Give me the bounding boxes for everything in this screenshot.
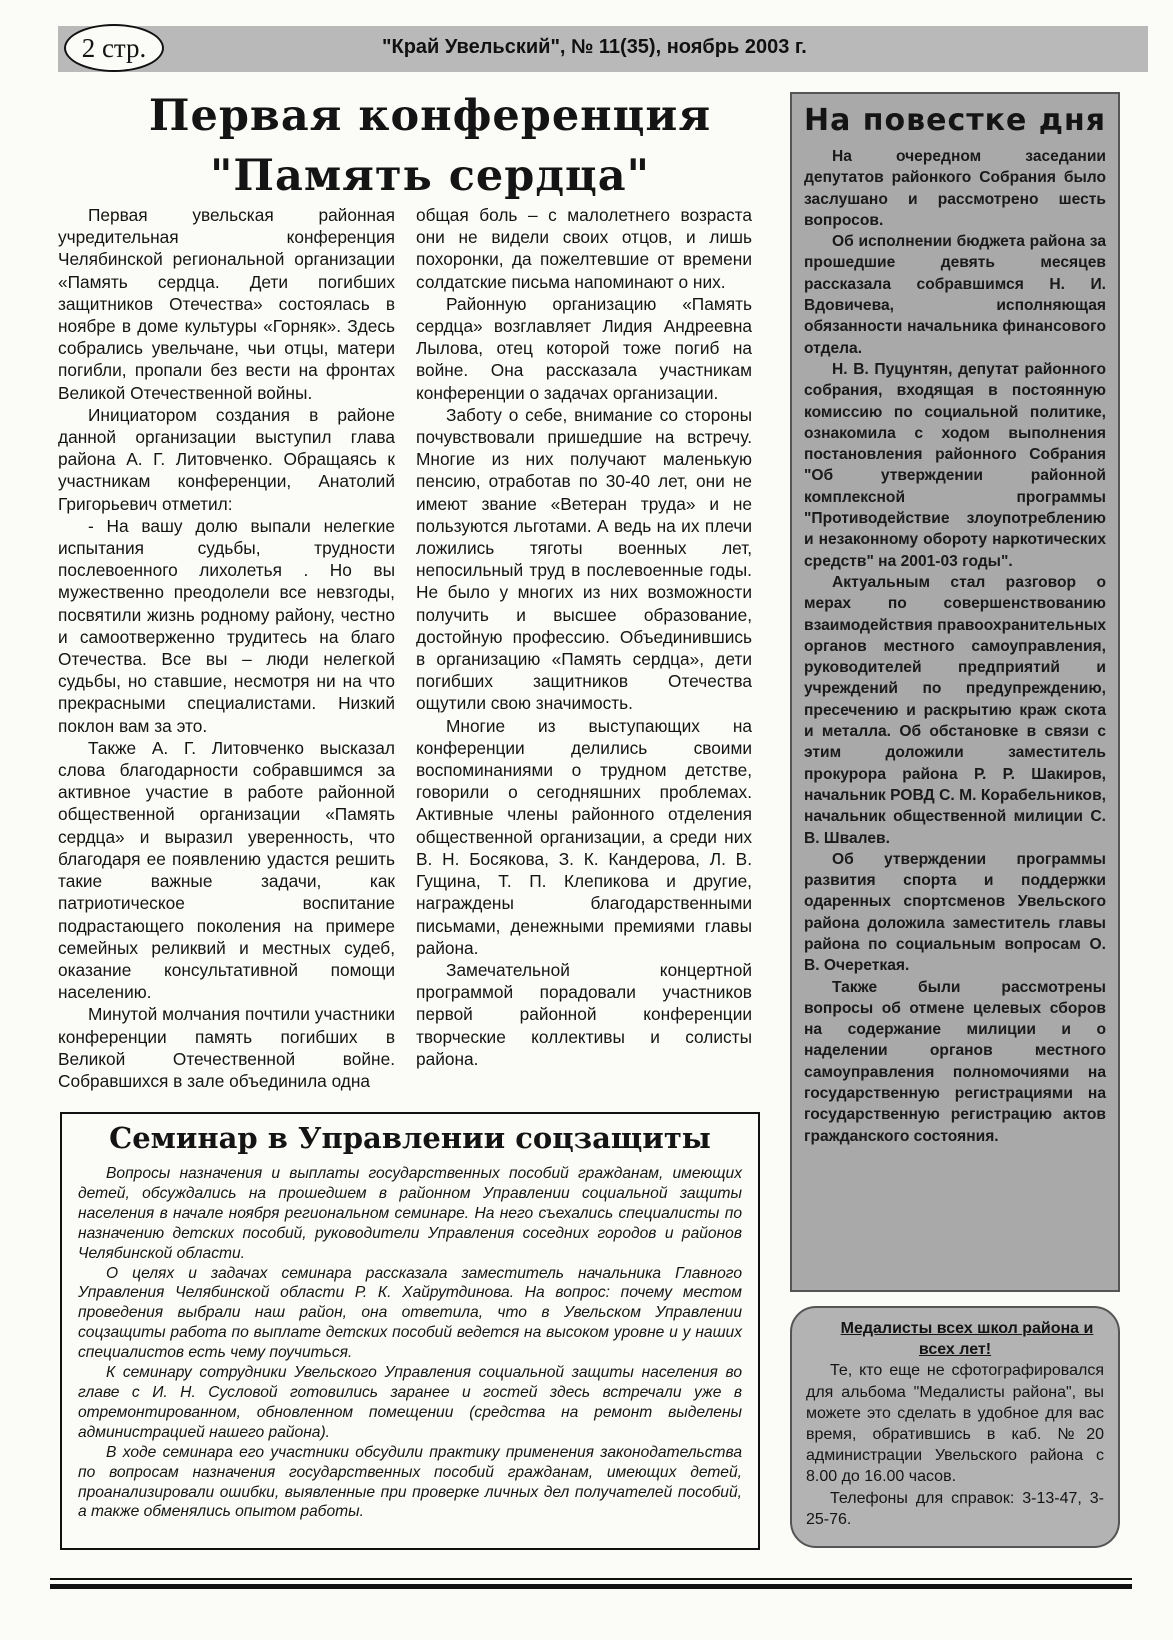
agenda-paragraph: Актуальным стал разговор о мерах по совершенствованию взаимодействия правоохранительных органов местного самоуправления, руководителей предприятий и учреждений по предупреждению, пресечению и раскрытию краж скота и металла. Об обстановке в связи с этим доложили заместитель прокурора района Р. Р. Шакиров, начальник РОВД С. М. Корабельников, начальник общественной милиции С. В. Швалев.	[804, 573, 1106, 847]
article-title-line-2: "Память сердца"	[209, 151, 651, 201]
article-paragraph: Минутой молчания почтили участники конференции память погибших в Великой Отечественной войне. Собравшихся в зале объединила одна	[58, 1004, 395, 1091]
article-title	[90, 86, 770, 206]
agenda-sidebar	[790, 92, 1120, 1292]
article-paragraph: Многие из выступающих на конференции делились своими воспоминаниями о трудном детстве, говорили о сегодняшних проблемах. Активные члены районного отделения общественной организации, а среди них В. Н. Босякова, З. К. Кандерова, Л. В. Гущина, Т. П. Клепикова и другие, награждены благодарственными письмами, денежными премиями главы района.	[416, 715, 752, 958]
agenda-paragraph: Об исполнении бюджета района за прошедшие девять месяцев рассказала собравшимся Н. И. Вдовичева, исполняющая обязанности начальника финансового отдела.	[804, 233, 1106, 357]
seminar-title: Семинар в Управлении соцзащиты	[109, 1121, 711, 1155]
article-paragraph: Также А. Г. Литовченко высказал слова благодарности собравшимся за активное участие в работе районной общественной организации «Память сердца» и выразил уверенность, что благодаря ее появлению удастся решить такие важные задачи, как патриотическое воспитание подрастающего поколения на примере семейных реликвий и местных судеб, оказание консультативной помощи населению.	[58, 737, 395, 1003]
page-number: 2 стр.	[64, 24, 164, 72]
notice-paragraph: Те, кто еще не сфотографировался для альбома "Медалисты района", вы можете это сделать в удобное для вас время, обратившись в каб. №20 администрации Увельского района с 8.00 до 16.00 часов.	[806, 1362, 1104, 1486]
notice-title: Медалисты всех школ района и всех лет!	[840, 1320, 1094, 1359]
article-column-1	[58, 204, 395, 1092]
notice-phones: Телефоны для справок: 3-13-47, 3-25-76.	[806, 1489, 1104, 1528]
agenda-paragraph: Также были рассмотрены вопросы об отмене целевых сборов на содержание милиции и о наделении органов местного самоуправления полномочиями на государственную регистрациями на государственную регистрацию актов гражданского состояния.	[804, 978, 1106, 1145]
masthead: "Край Увельский", № 11(35), ноябрь 2003 г.	[382, 36, 807, 58]
article-column-2	[416, 204, 752, 1070]
article-paragraph: общая боль – с малолетнего возраста они не видели своих отцов, и лишь похоронки, да пожелтевшие от времени солдатские письма напоминают о них.	[416, 205, 752, 292]
footer-rule-thick	[50, 1584, 1132, 1589]
article-paragraph: Заботу о себе, внимание со стороны почувствовали пришедшие на встречу. Многие из них получают маленькую пенсию, отработав по 30-40 лет, они не имеют звание «Ветеран труда» и не пользуются льготами. А ведь на их плечи ложились тяготы военных лет, непосильный труд в послевоенные годы. Не было у многих из них возможности получить и высшее образование, достойную профессию. Объединившись в организацию «Память сердца», дети погибших защитников Отечества ощутили свою значимость.	[416, 404, 752, 714]
seminar-paragraph: В ходе семинара его участники обсудили практику применения законодательства по вопросам назначения государственных пособий гражданам, имеющих детей, проанализировали ошибки, выявленные при проверке личных дел получателей пособий, а также обменялись опытом работы.	[78, 1443, 742, 1521]
article-title-line-1: Первая конференция	[148, 91, 712, 141]
seminar-paragraph: Вопросы назначения и выплаты государственных пособий гражданам, имеющих детей, обсуждались на прошедшем в районном Управлении социальной защиты населения в начале ноября региональном семинаре. На него съехались специалисты по назначению детских пособий, руководители Управления соседних городов и районов Челябинской области.	[78, 1165, 742, 1262]
article-paragraph: Первая увельская районная учредительная конференция Челябинской региональной организации «Память сердца. Дети погибших защитников Отечества» состоялась в ноябре в доме культуры «Горняк». Здесь собрались увельчане, чьи отцы, матери погибли, пропали без вести на фронтах Великой Отечественной войны.	[58, 205, 395, 403]
article-paragraph: Инициатором создания в районе данной организации выступил глава района А. Г. Литовченко. Обращаясь к участникам конференции, Анатолий Григорьевич отметил:	[58, 404, 395, 514]
seminar-paragraph: О целях и задачах семинара рассказала заместитель начальника Главного Управления Челябинской области Р. К. Хайрутдинова. На вопрос: почему местом проведения выбрали наш район, она ответила, что в Увельском Управлении соцзащиты работа по выплате детских пособий ведется на высоком уровне и у наших специалистов есть чему поучиться.	[78, 1264, 742, 1362]
seminar-article	[60, 1112, 760, 1550]
agenda-paragraph: Н. В. Пуцунтян, депутат районного собрания, входящая в постоянную комиссию по социальной политике, ознакомила с ходом выполнения постановления районного Собрания "Об утверждении районной комплексной программы "Противодействие злоупотреблению и незаконному обороту наркотических средств" на 2001-03 годы".	[804, 360, 1106, 570]
article-paragraph: - На вашу долю выпали нелегкие испытания судьбы, трудности послевоенного лихолетья . Но вы мужественно преодолели все невзгоды, посвятили жизнь родному району, честно и самоотверженно трудитесь на благо Отечества. Все вы – люди нелегкой судьбы, но ставшие, несмотря ни на что прекрасными специалистами. Низкий поклон вам за это.	[58, 515, 395, 736]
agenda-paragraph: На очередном заседании депутатов районкого Собрания было заслушано и рассмотрено шесть вопросов.	[804, 148, 1106, 229]
footer-rule-thin	[50, 1578, 1132, 1580]
agenda-title: На повестке дня	[804, 103, 1107, 138]
medalists-notice	[790, 1306, 1120, 1548]
article-paragraph: Замечательной концертной программой порадовали участников первой районной конференции творческие коллективы и солисты района.	[416, 959, 752, 1069]
article-paragraph: Районную организацию «Память сердца» возглавляет Лидия Андреевна Лылова, отец которой тоже погиб на войне. Она рассказала участникам конференции о задачах организации.	[416, 293, 752, 403]
seminar-paragraph: К семинару сотрудники Увельского Управления социальной защиты населения во главе с И. Н. Сусловой готовились заранее и гостей здесь встречали уже в отремонтированном, обновленном помещении (средства на ремонт выделены администрацией нашего района).	[78, 1364, 742, 1441]
agenda-paragraph: Об утверждении программы развития спорта и поддержки одаренных спортсменов Увельского района доложила заместитель главы района по социальным вопросам О. В. Очереткая.	[804, 850, 1106, 975]
